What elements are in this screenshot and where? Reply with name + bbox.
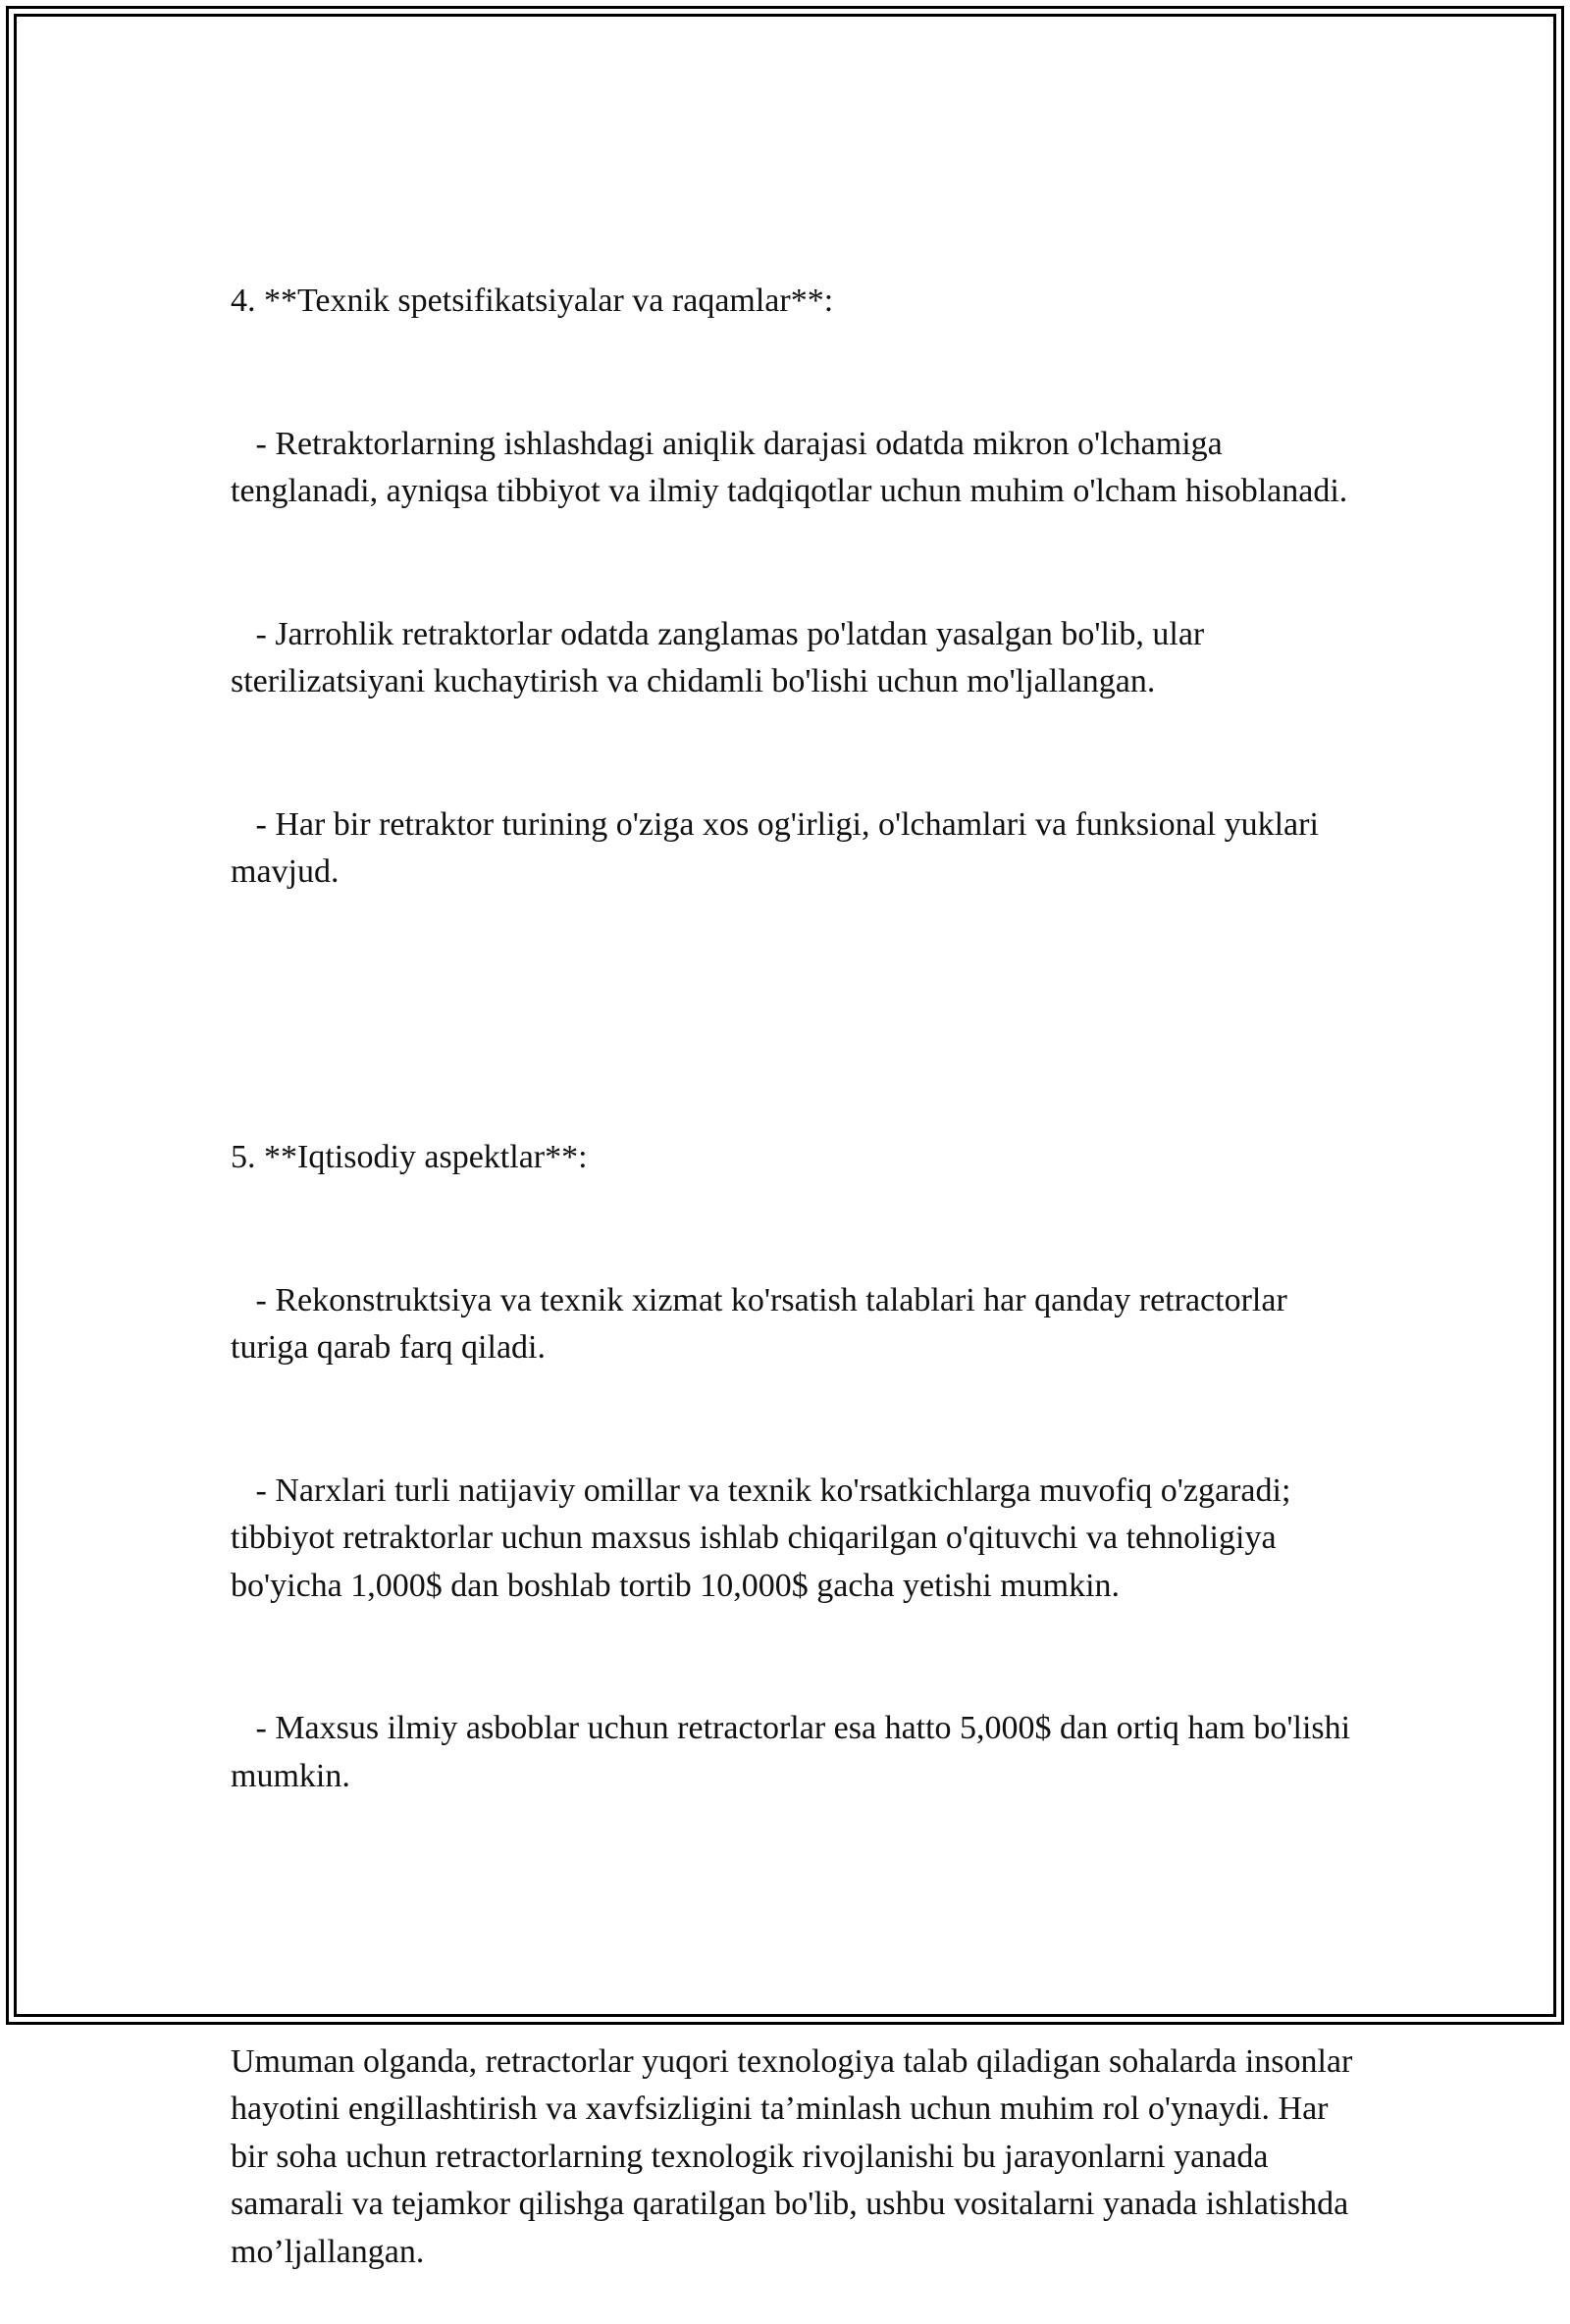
conclusion-paragraph: Umuman olganda, retractorlar yuqori texnologiya talab qiladigan sohalarda insonlar hayotini engillashtirish va xavfsizligini ta’minlash uchun muhim rol o'ynaydi. Har bir soha uchun retractorlarning texnologik rivojlanishi bu jarayonlarni yanada samarali va tejamkor qilishga qaratilgan bo'lib, ushbu vositalarni yanada ishlatishda mo’ljallangan. (231, 2042, 1361, 2270)
document-body (231, 182, 1369, 2324)
section-4-item: - Retraktorlarning ishlashdagi aniqlik darajasi odatda mikron o'lchamiga tenglanadi, ayniqsa tibbiyot va ilmiy tadqiqotlar uchun muhim o'lcham hisoblanadi. (231, 425, 1348, 509)
section-4-heading: 4. **Texnik spetsifikatsiyalar va raqamlar**: (231, 283, 834, 319)
paragraph-gap (231, 1895, 1369, 1943)
section-5-heading: 5. **Iqtisodiy aspektlar**: (231, 1139, 588, 1175)
section-4-item: - Har bir retraktor turining o'ziga xos og'irligi, o'lchamlari va funksional yuklari mavjud. (231, 805, 1328, 890)
section-5-item: - Narxlari turli natijaviy omillar va texnik ko'rsatkichlarga muvofiq o'zgaradi; tibbiyot retraktorlar uchun maxsus ishlab chiqarilgan o'qituvchi va tehnoligiya bo'yicha 1,000$ dan boshlab tortib 10,000$ gacha yetishi mumkin. (231, 1472, 1299, 1604)
section-4-item: - Jarrohlik retraktorlar odatda zanglamas po'latdan yasalgan bo'lib, ular sterilizatsiyani kuchaytirish va chidamli bo'lishi uchun mo'ljallangan. (231, 615, 1213, 699)
section-5-item: - Maxsus ilmiy asboblar uchun retractorlar esa hatto 5,000$ dan ortiq ham bo'lishi mumkin. (231, 1710, 1359, 1794)
section-5-item: - Rekonstruktsiya va texnik xizmat ko'rsatish talablari har qanday retractorlar turiga qarab farq qiladi. (231, 1281, 1296, 1366)
paragraph-gap (231, 992, 1369, 1040)
